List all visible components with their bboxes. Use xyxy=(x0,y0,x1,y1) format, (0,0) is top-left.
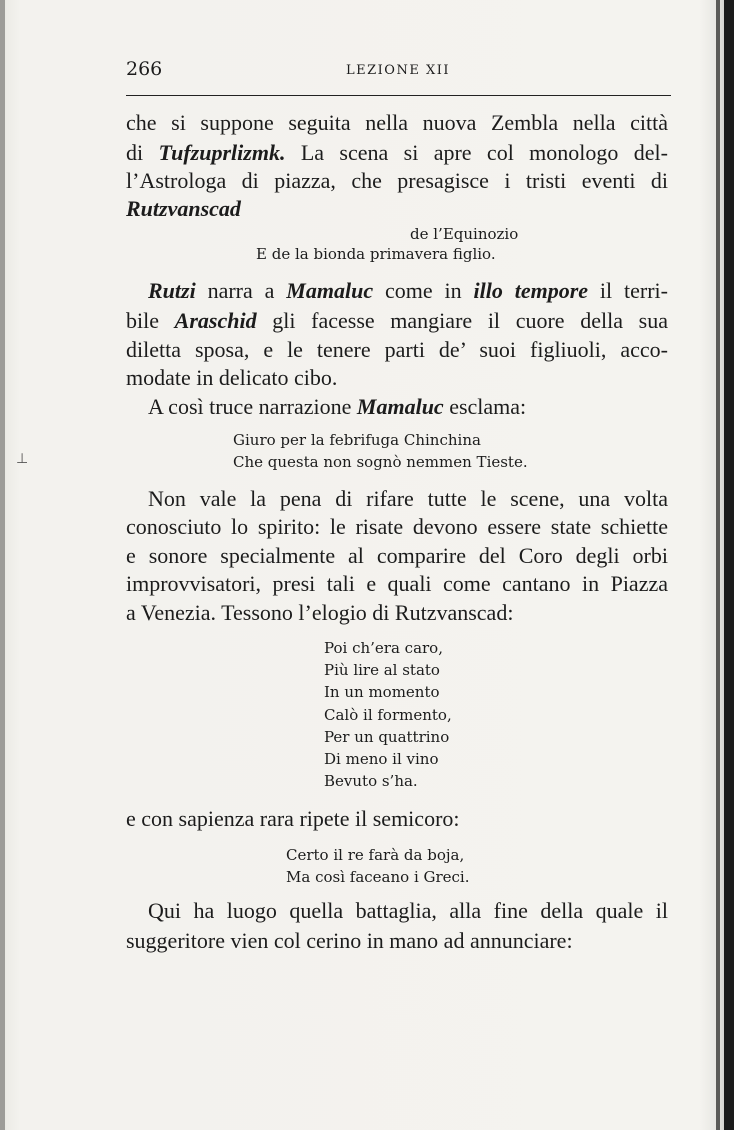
running-title: LEZIONE XII xyxy=(346,63,450,78)
verse-line: Più lire al stato xyxy=(324,661,440,679)
text-line: diletta sposa, e le tenere parti de’ suoi figliuoli, acco- xyxy=(126,337,668,362)
text-line: Qui ha luogo quella battaglia, alla fine della quale il xyxy=(148,898,668,923)
text-line: A così truce narrazione Mamaluc esclama: xyxy=(148,394,527,419)
text-line: Rutzvanscad xyxy=(126,196,241,221)
quote-line: Certo il re farà da boja, xyxy=(286,846,465,864)
text-line: e con sapienza rara ripete il semicoro: xyxy=(126,806,460,831)
page-edge-shadow xyxy=(716,0,720,1130)
text-line: bile Araschid gli facesse mangiare il cuore della sua xyxy=(126,308,668,333)
text-line: improvvisatori, presi tali e quali come cantano in Piazza xyxy=(126,571,668,596)
verse-line: Bevuto s’ha. xyxy=(324,772,418,790)
margin-mark: ⊥ xyxy=(16,451,29,467)
text-line: conosciuto lo spirito: le risate devono essere state schiette xyxy=(126,514,668,539)
page-edge xyxy=(724,0,734,1130)
text-line: e sonore specialmente al comparire del Coro degli orbi xyxy=(126,543,668,568)
text-line: suggeritore vien col cerino in mano ad annunciare: xyxy=(126,928,573,953)
quote-line: Ma così faceano i Greci. xyxy=(286,868,470,886)
quote-line: E de la bionda primavera figlio. xyxy=(256,245,496,263)
verse-line: In un momento xyxy=(324,683,440,701)
header-rule xyxy=(126,95,671,96)
quote-line: Giuro per la febrifuga Chinchina xyxy=(233,431,481,449)
text-line: di Tufzuprlizmk. La scena si apre col monologo del- xyxy=(126,140,668,165)
page-header xyxy=(126,58,668,84)
quote-line: de l’Equinozio xyxy=(410,225,519,243)
text-line: che si suppone seguita nella nuova Zembla nella città xyxy=(126,110,668,135)
verse-line: Calò il formento, xyxy=(324,706,452,724)
verse-line: Di meno il vino xyxy=(324,750,439,768)
verse-line: Poi ch’era caro, xyxy=(324,639,443,657)
quote-line: Che questa non sognò nemmen Tieste. xyxy=(233,453,528,471)
text-line: l’Astrologa di piazza, che presagisce i tristi eventi di xyxy=(126,168,668,193)
text-line: Non vale la pena di rifare tutte le scene, una volta xyxy=(148,486,668,511)
text-line: Rutzi narra a Mamaluc come in illo tempore il terri- xyxy=(148,278,668,303)
page-number: 266 xyxy=(126,58,163,80)
text-line: a Venezia. Tessono l’elogio di Rutzvanscad: xyxy=(126,600,514,625)
page-gutter xyxy=(0,0,5,1130)
text-line: modate in delicato cibo. xyxy=(126,365,338,390)
verse-line: Per un quattrino xyxy=(324,728,450,746)
